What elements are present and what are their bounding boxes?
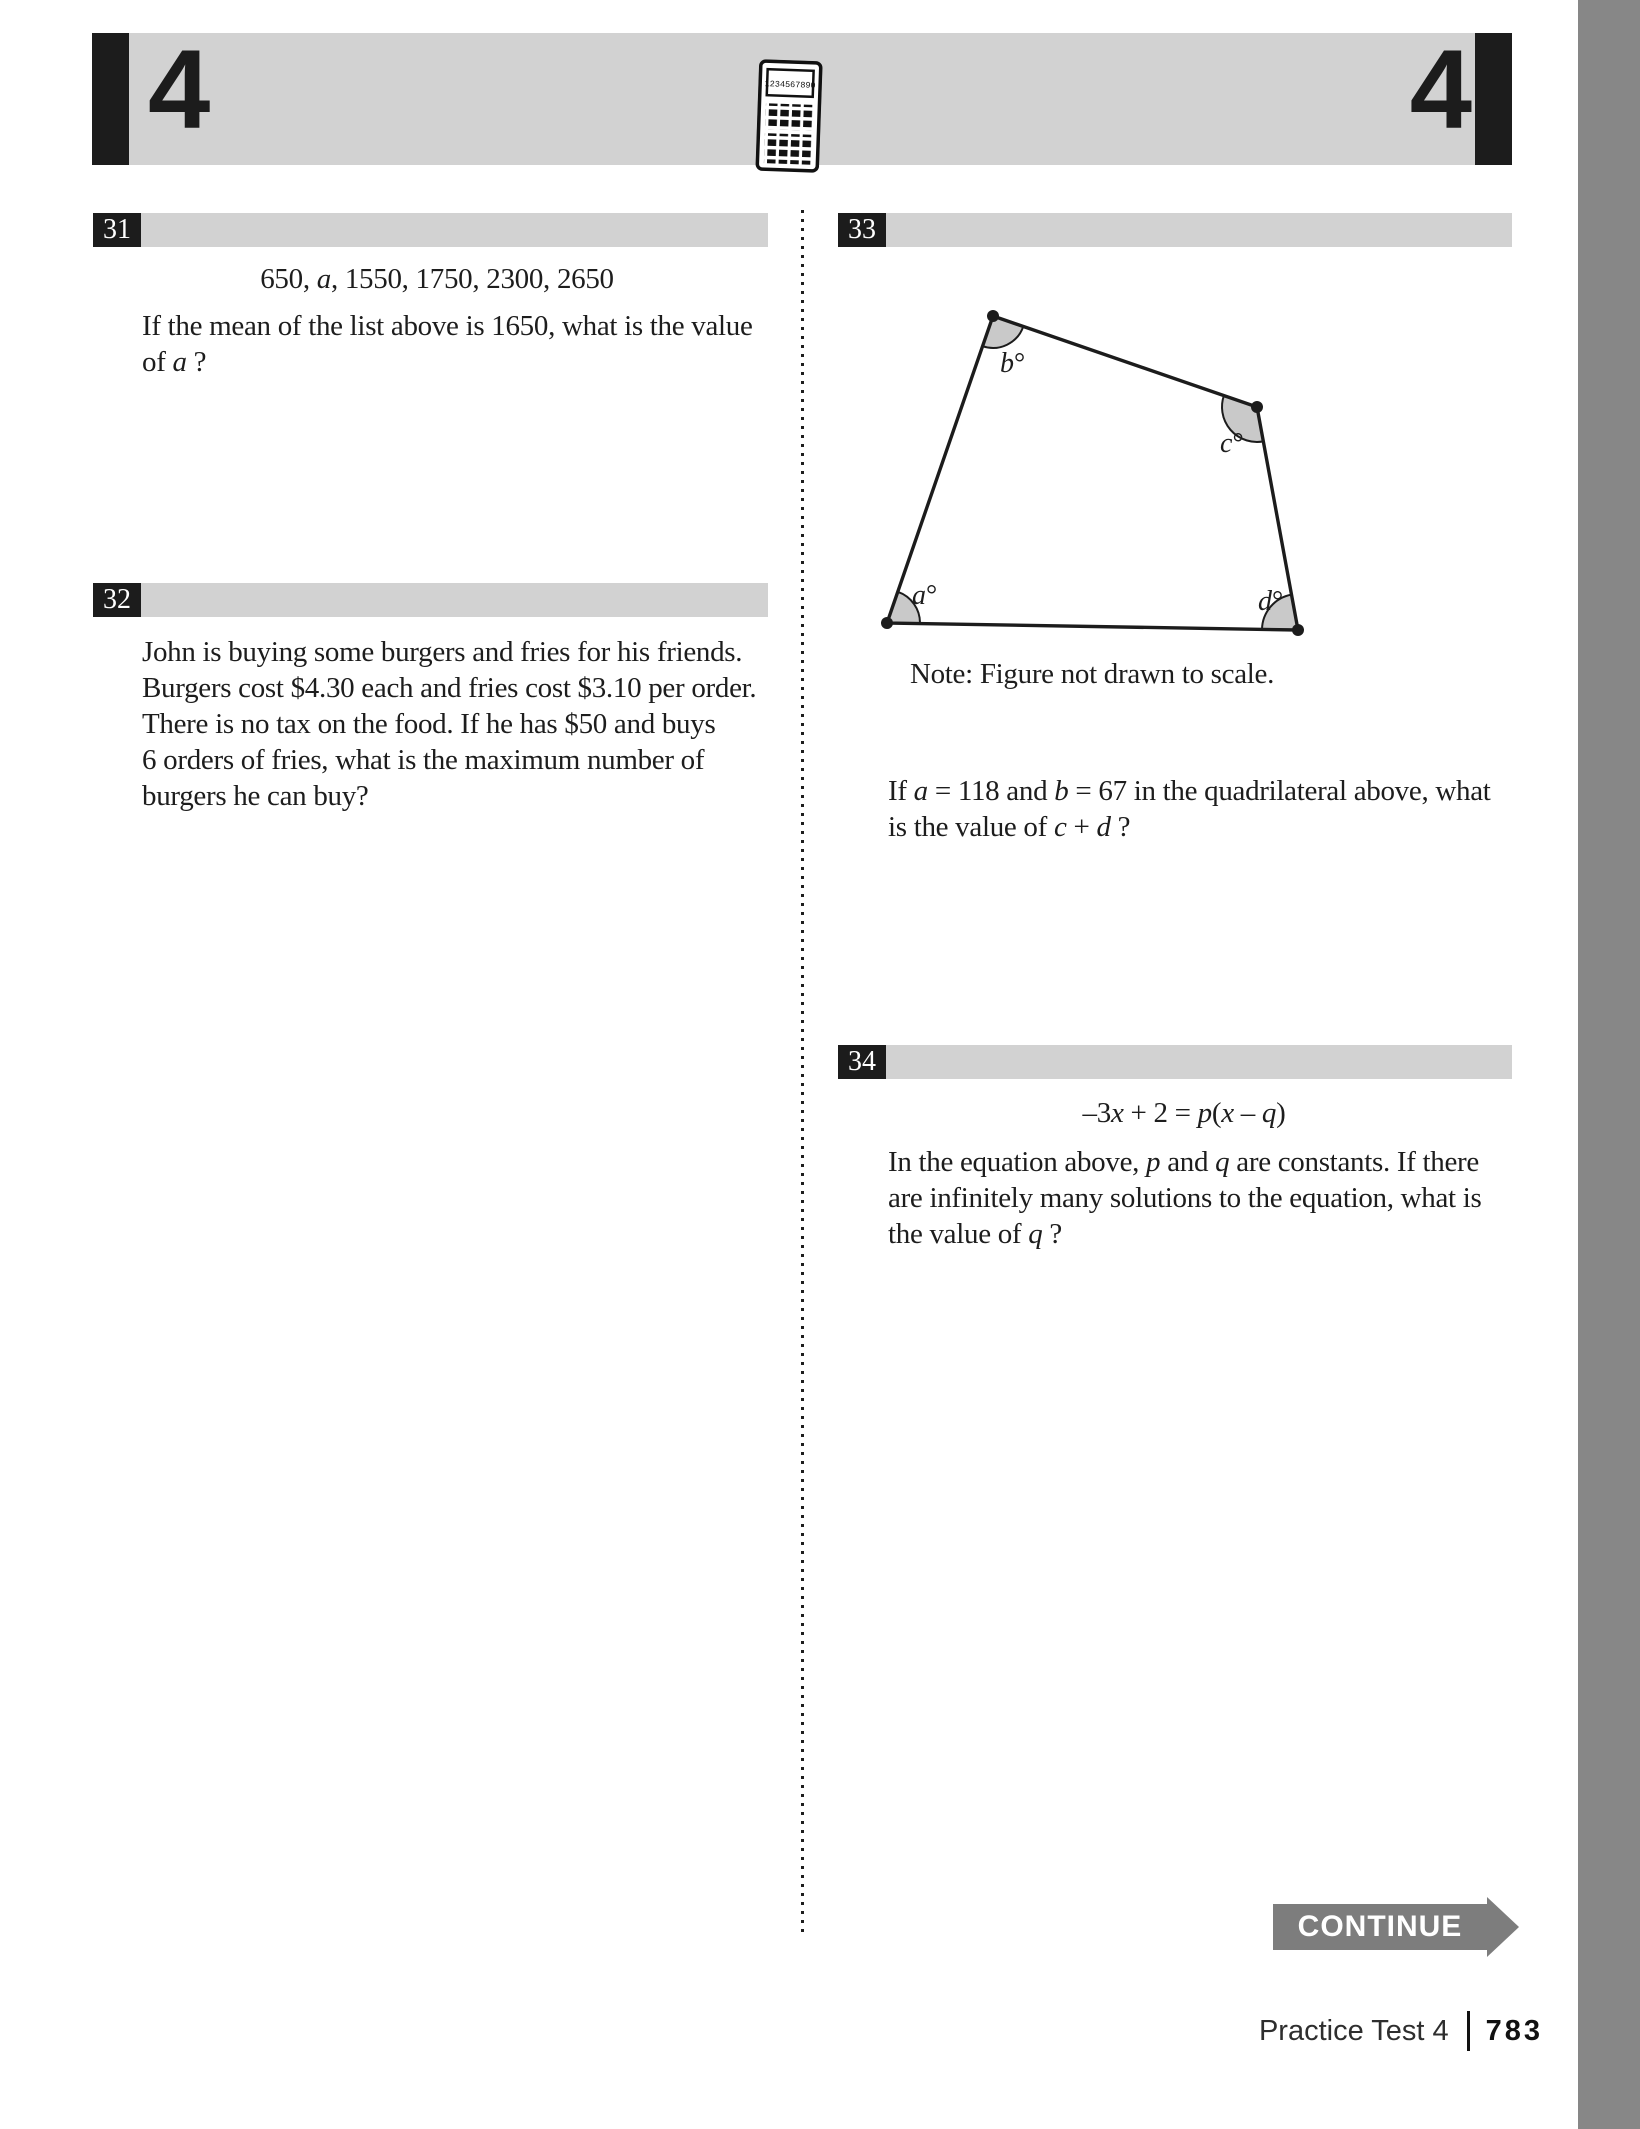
question-31-list: 650, a, 1550, 1750, 2300, 2650: [260, 263, 614, 295]
question-32-text: John is buying some burgers and fries for his friends. Burgers cost $4.30 each and fries cost $3.10 per order. There is no tax on the food. If he has $50 and buys 6 orders of fries, what is the maximum number of burgers he can buy?: [142, 636, 757, 812]
continue-arrow: [1273, 1897, 1519, 1957]
question-34-text: In the equation above, p and q are constants. If there are infinitely many solutions to the equation, what is the value of q ?: [888, 1146, 1482, 1250]
continue-label: CONTINUE: [1273, 1904, 1487, 1950]
calculator-display: 1234567890: [764, 79, 816, 91]
vertex-d-dot: [1292, 624, 1304, 636]
section-number-left: 4: [148, 27, 211, 152]
footer-separator: [1467, 2011, 1470, 2051]
calculator-icon: [755, 59, 823, 175]
vertex-c-dot: [1251, 401, 1263, 413]
vertex-a-dot: [881, 617, 893, 629]
question-31-number: 31: [93, 213, 141, 247]
quadrilateral-outline: [887, 316, 1298, 630]
quadrilateral-svg: [850, 290, 1334, 702]
header-right-black-bar: [1475, 33, 1512, 165]
vertex-b-dot: [987, 310, 999, 322]
question-34-number: 34: [838, 1045, 886, 1079]
question-32-bar: [93, 583, 768, 617]
footer-page-number: 783: [1485, 2014, 1543, 2047]
question-34-bar: [838, 1045, 1512, 1079]
question-31-text: If the mean of the list above is 1650, what is the value of a ?: [142, 310, 753, 378]
footer-test-label: Practice Test 4: [1258, 2014, 1449, 2047]
column-divider-dotted-line: [801, 210, 804, 1932]
section-number-right: 4: [1409, 27, 1472, 152]
question-33-text: If a = 118 and b = 67 in the quadrilateral above, what is the value of c + d ?: [888, 775, 1491, 843]
calculator-keys-lower: [764, 133, 812, 165]
question-34-equation: –3x + 2 = p(x – q): [1082, 1097, 1286, 1129]
question-33-number: 33: [838, 213, 886, 247]
page-footer: [1259, 2011, 1543, 2051]
quadrilateral-figure: [850, 290, 1334, 702]
figure-note: Note: Figure not drawn to scale.: [909, 658, 1275, 690]
header-left-black-bar: [92, 33, 129, 165]
question-32-number: 32: [93, 583, 141, 617]
page-edge-strip: [1578, 0, 1640, 2129]
angle-label-d: d°: [1258, 586, 1284, 617]
question-33-bar: [838, 213, 1512, 247]
calculator-keys-upper: [765, 103, 813, 131]
question-31-bar: [93, 213, 768, 247]
angle-label-c: c°: [1220, 428, 1244, 459]
angle-label-b: b°: [1000, 348, 1026, 379]
continue-arrowhead-icon: [1487, 1897, 1519, 1957]
angle-label-a: a°: [912, 580, 938, 611]
